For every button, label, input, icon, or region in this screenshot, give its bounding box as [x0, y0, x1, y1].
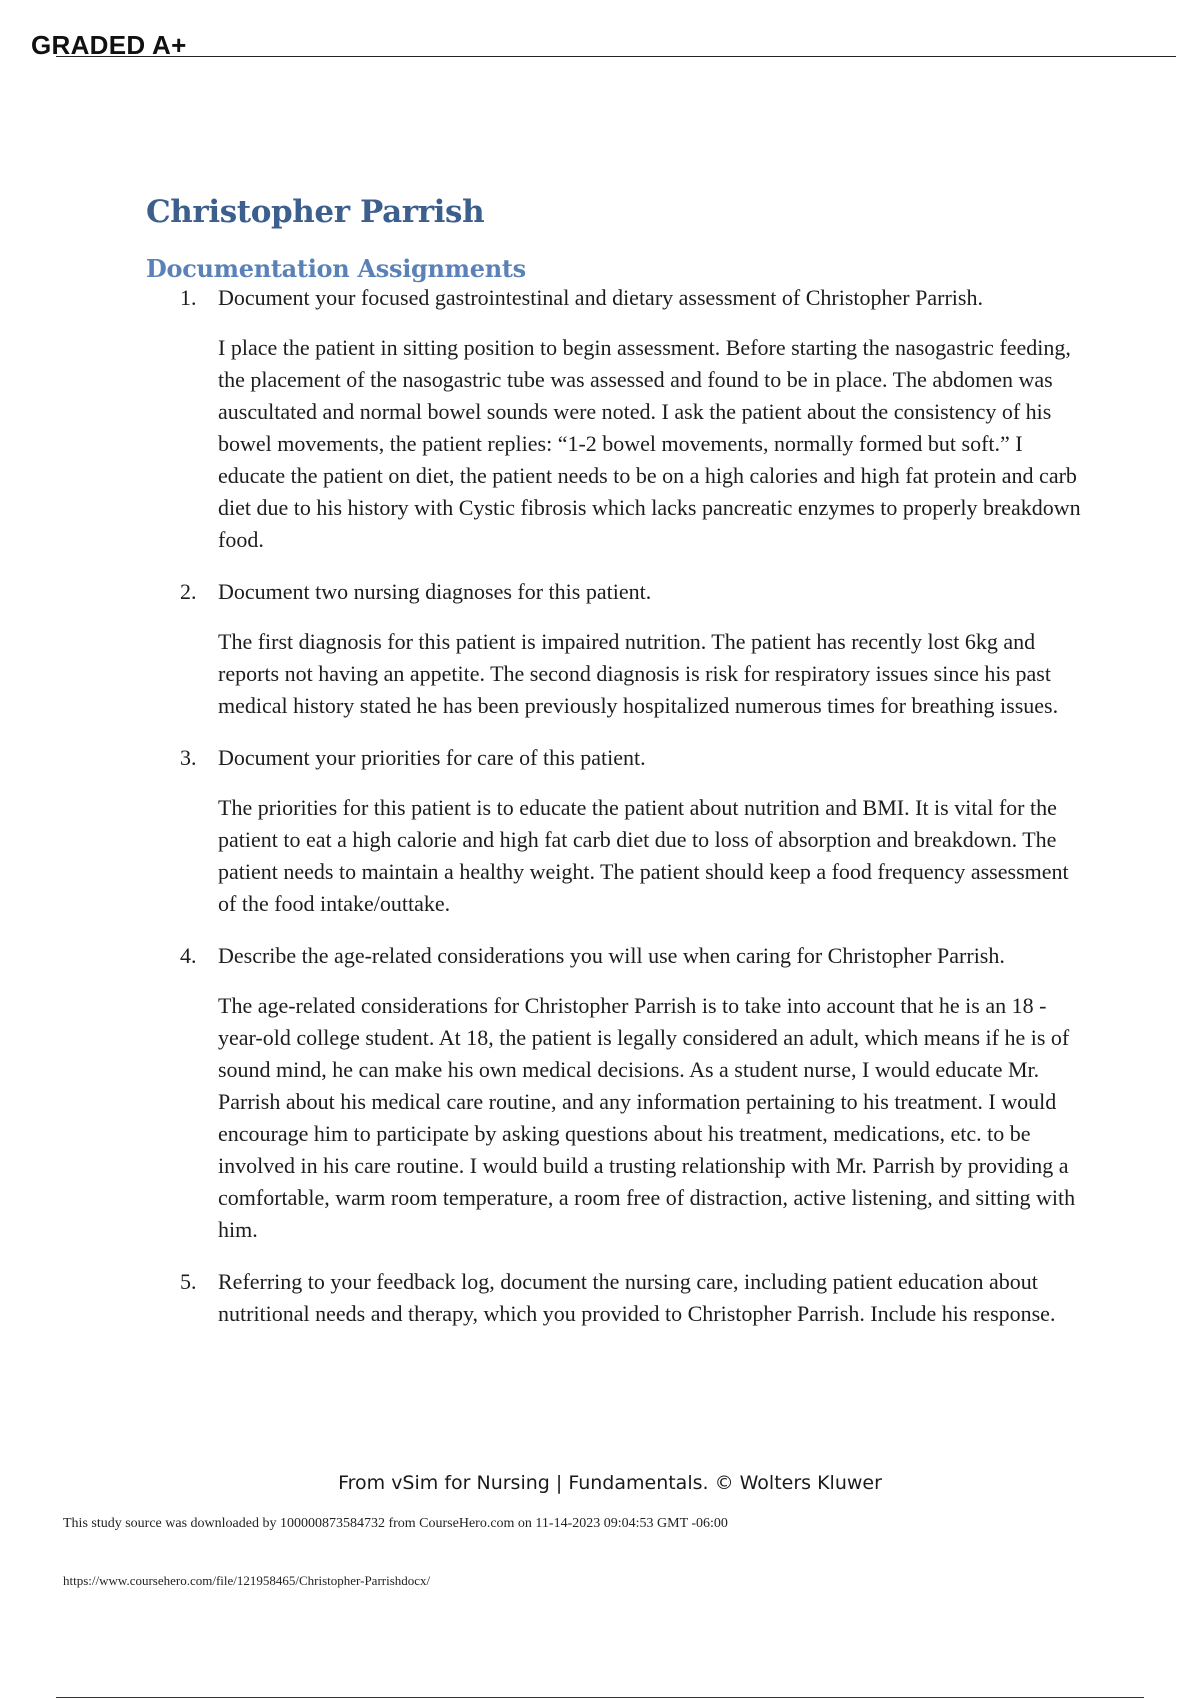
- item-question: Describe the age-related considerations you will use when caring for Christopher Parrish.: [218, 943, 1005, 968]
- download-note: This study source was downloaded by 100000873584732 from CourseHero.com on 11-14-2023 09:04:53 GMT -06:00: [63, 1516, 728, 1531]
- list-item: [170, 1266, 1090, 1330]
- assignment-list: [170, 282, 1090, 1350]
- item-question: Referring to your feedback log, document the nursing care, including patient education about nutritional needs and therapy, which you provided to Christopher Parrish. Include his response.: [218, 1269, 1056, 1326]
- source-url[interactable]: https://www.coursehero.com/file/121958465/Christopher-Parrishdocx/: [63, 1573, 431, 1588]
- footer-credit: From vSim for Nursing | Fundamentals. © Wolters Kluwer: [338, 1472, 882, 1494]
- item-answer: The age-related considerations for Christopher Parrish is to take into account that he is an 18 -year-old college student. At 18, the patient is legally considered an adult, which means if he is of sound mind, he can make his own medical decisions. As a student nurse, I would educate Mr. Parrish about his medical care routine, and any information pertaining to his treatment. I would encourage him to participate by asking questions about his treatment, medications, etc. to be involved in his care routine. I would build a trusting relationship with Mr. Parrish by providing a comfortable, warm room temperature, a room free of distraction, active listening, and sitting with him.: [218, 993, 1076, 1242]
- item-question: Document your focused gastrointestinal and dietary assessment of Christopher Parrish.: [218, 285, 983, 310]
- graded-badge: GRADED A+: [31, 30, 187, 60]
- item-question: Document two nursing diagnoses for this patient.: [218, 579, 652, 604]
- list-item: [170, 576, 1090, 722]
- item-answer: The first diagnosis for this patient is impaired nutrition. The patient has recently lost 6kg and reports not having an appetite. The second diagnosis is risk for respiratory issues since his past medical history stated he has been previously hospitalized numerous times for breathing issues.: [218, 629, 1059, 718]
- item-number: 2.: [180, 579, 197, 604]
- list-item: [170, 282, 1090, 556]
- footer-divider: [56, 1697, 1144, 1698]
- header-divider: [56, 56, 1176, 57]
- item-answer: I place the patient in sitting position to begin assessment. Before starting the nasogastric feeding, the placement of the nasogastric tube was assessed and found to be in place. The abdomen was auscultated and normal bowel sounds were noted. I ask the patient about the consistency of his bowel movements, the patient replies: “1-2 bowel movements, normally formed but soft.” I educate the patient on diet, the patient needs to be on a high calories and high fat protein and carb diet due to his history with Cystic fibrosis which lacks pancreatic enzymes to properly breakdown food.: [218, 335, 1081, 552]
- item-number: 5.: [180, 1269, 197, 1294]
- document-subtitle: Documentation Assignments: [146, 254, 526, 283]
- item-answer: The priorities for this patient is to educate the patient about nutrition and BMI. It is vital for the patient to eat a high calorie and high fat carb diet due to loss of absorption and breakdown. The patient needs to maintain a healthy weight. The patient should keep a food frequency assessment of the food intake/outtake.: [218, 795, 1069, 916]
- item-number: 1.: [180, 285, 197, 310]
- document-title: Christopher Parrish: [146, 194, 485, 230]
- item-number: 4.: [180, 943, 197, 968]
- item-number: 3.: [180, 745, 197, 770]
- list-item: [170, 940, 1090, 1246]
- list-item: [170, 742, 1090, 920]
- item-question: Document your priorities for care of this patient.: [218, 745, 646, 770]
